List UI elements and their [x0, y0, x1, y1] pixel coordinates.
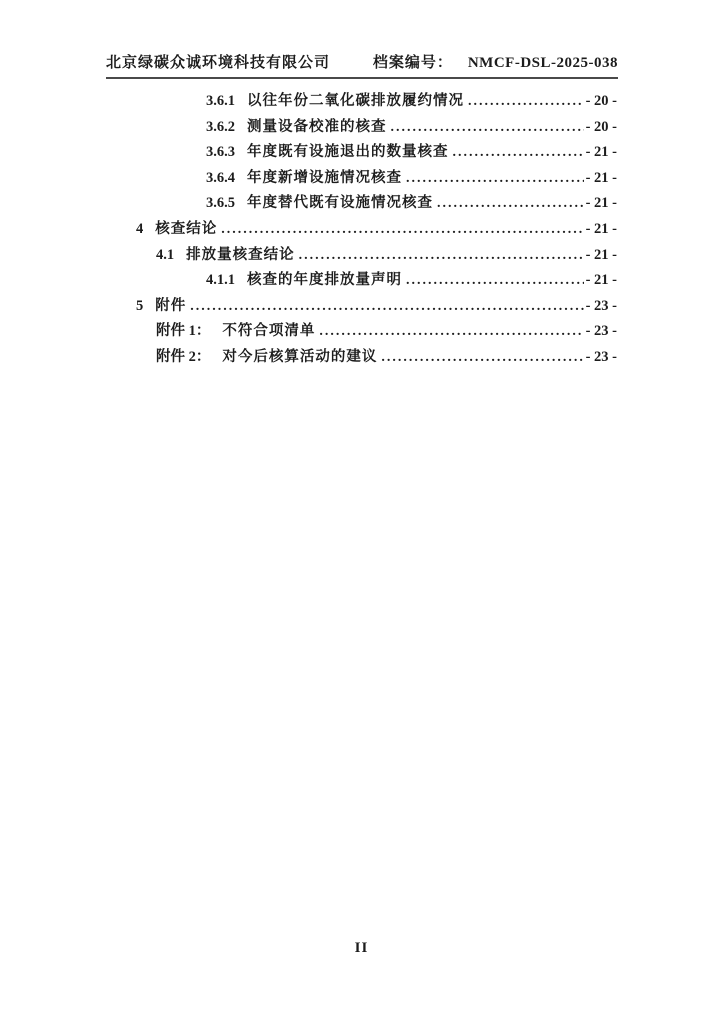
toc-entry-page: - 23 - — [585, 297, 617, 314]
toc-entry[interactable] — [106, 294, 617, 320]
table-of-contents — [106, 89, 617, 371]
toc-entry-title: 对今后核算活动的建议 — [222, 348, 378, 365]
toc-entry-number: 3.6.2 — [206, 118, 235, 135]
toc-dot-leader — [453, 140, 584, 166]
toc-entry-title: 排放量核查结论 — [186, 246, 295, 263]
page-header — [106, 51, 618, 79]
toc-entry-title: 以往年份二氧化碳排放履约情况 — [247, 93, 464, 109]
company-name: 北京绿碳众诚环境科技有限公司 — [106, 55, 331, 71]
toc-entry-title: 核查结论 — [155, 220, 218, 237]
toc-entry-page: - 21 - — [585, 144, 617, 161]
toc-entry-page: - 20 - — [585, 118, 617, 135]
toc-dot-leader — [406, 166, 584, 192]
toc-dot-leader — [319, 319, 583, 345]
toc-entry-number: 4.1.1 — [206, 272, 235, 289]
toc-entry-title: 核查的年度排放量声明 — [247, 272, 402, 289]
toc-entry-page: - 20 - — [585, 93, 617, 109]
toc-entry-number: 3.6.1 — [206, 93, 235, 109]
toc-entry[interactable] — [106, 243, 617, 269]
toc-entry[interactable] — [106, 268, 617, 294]
toc-entry[interactable] — [106, 217, 617, 243]
footer-page-number: II — [354, 940, 369, 956]
toc-entry-page: - 21 - — [585, 169, 617, 186]
toc-entry-number: 附件 1： — [156, 323, 211, 340]
toc-entry-page: - 21 - — [585, 220, 617, 237]
toc-entry[interactable] — [106, 166, 617, 192]
archive-number: NMCF-DSL-2025-038 — [467, 55, 618, 71]
toc-entry-title: 不符合项清单 — [222, 323, 316, 340]
toc-entry-title: 年度既有设施退出的数量核查 — [247, 144, 449, 161]
toc-entry-page: - 21 - — [585, 246, 617, 263]
toc-entry-number: 5 — [136, 297, 144, 314]
toc-entry-page: - 23 - — [585, 348, 617, 365]
toc-entry-number: 4.1 — [156, 246, 175, 263]
toc-entry-page: - 21 - — [585, 195, 617, 212]
toc-dot-leader — [406, 268, 584, 294]
toc-entry-number: 3.6.4 — [206, 169, 235, 186]
toc-entry-number: 3.6.3 — [206, 144, 235, 161]
toc-entry-page: - 23 - — [585, 323, 617, 340]
toc-dot-leader — [391, 115, 584, 141]
toc-entry-title: 年度替代既有设施情况核查 — [247, 195, 433, 212]
toc-dot-leader — [437, 191, 584, 217]
toc-entry[interactable] — [106, 191, 617, 217]
toc-entry-title: 测量设备校准的核查 — [247, 118, 387, 135]
toc-entry-number: 3.6.5 — [206, 195, 235, 212]
toc-entry-number: 4 — [136, 220, 144, 237]
toc-entry[interactable] — [106, 345, 617, 371]
toc-dot-leader — [299, 243, 584, 269]
toc-entry[interactable] — [106, 115, 617, 141]
toc-entry-title: 年度新增设施情况核查 — [247, 169, 402, 186]
toc-dot-leader — [381, 345, 583, 371]
page-footer — [0, 940, 723, 957]
toc-dot-leader — [468, 89, 584, 115]
toc-entry-page: - 21 - — [585, 272, 617, 289]
toc-entry-title: 附件 — [155, 297, 187, 314]
toc-entry[interactable] — [106, 140, 617, 166]
toc-entry[interactable] — [106, 319, 617, 345]
toc-dot-leader — [221, 217, 583, 243]
toc-entry[interactable] — [106, 89, 617, 115]
archive-label: 档案编号： — [372, 55, 453, 71]
archive-number-group — [373, 51, 618, 72]
toc-entry-number: 附件 2： — [156, 348, 211, 365]
toc-dot-leader — [190, 294, 583, 320]
